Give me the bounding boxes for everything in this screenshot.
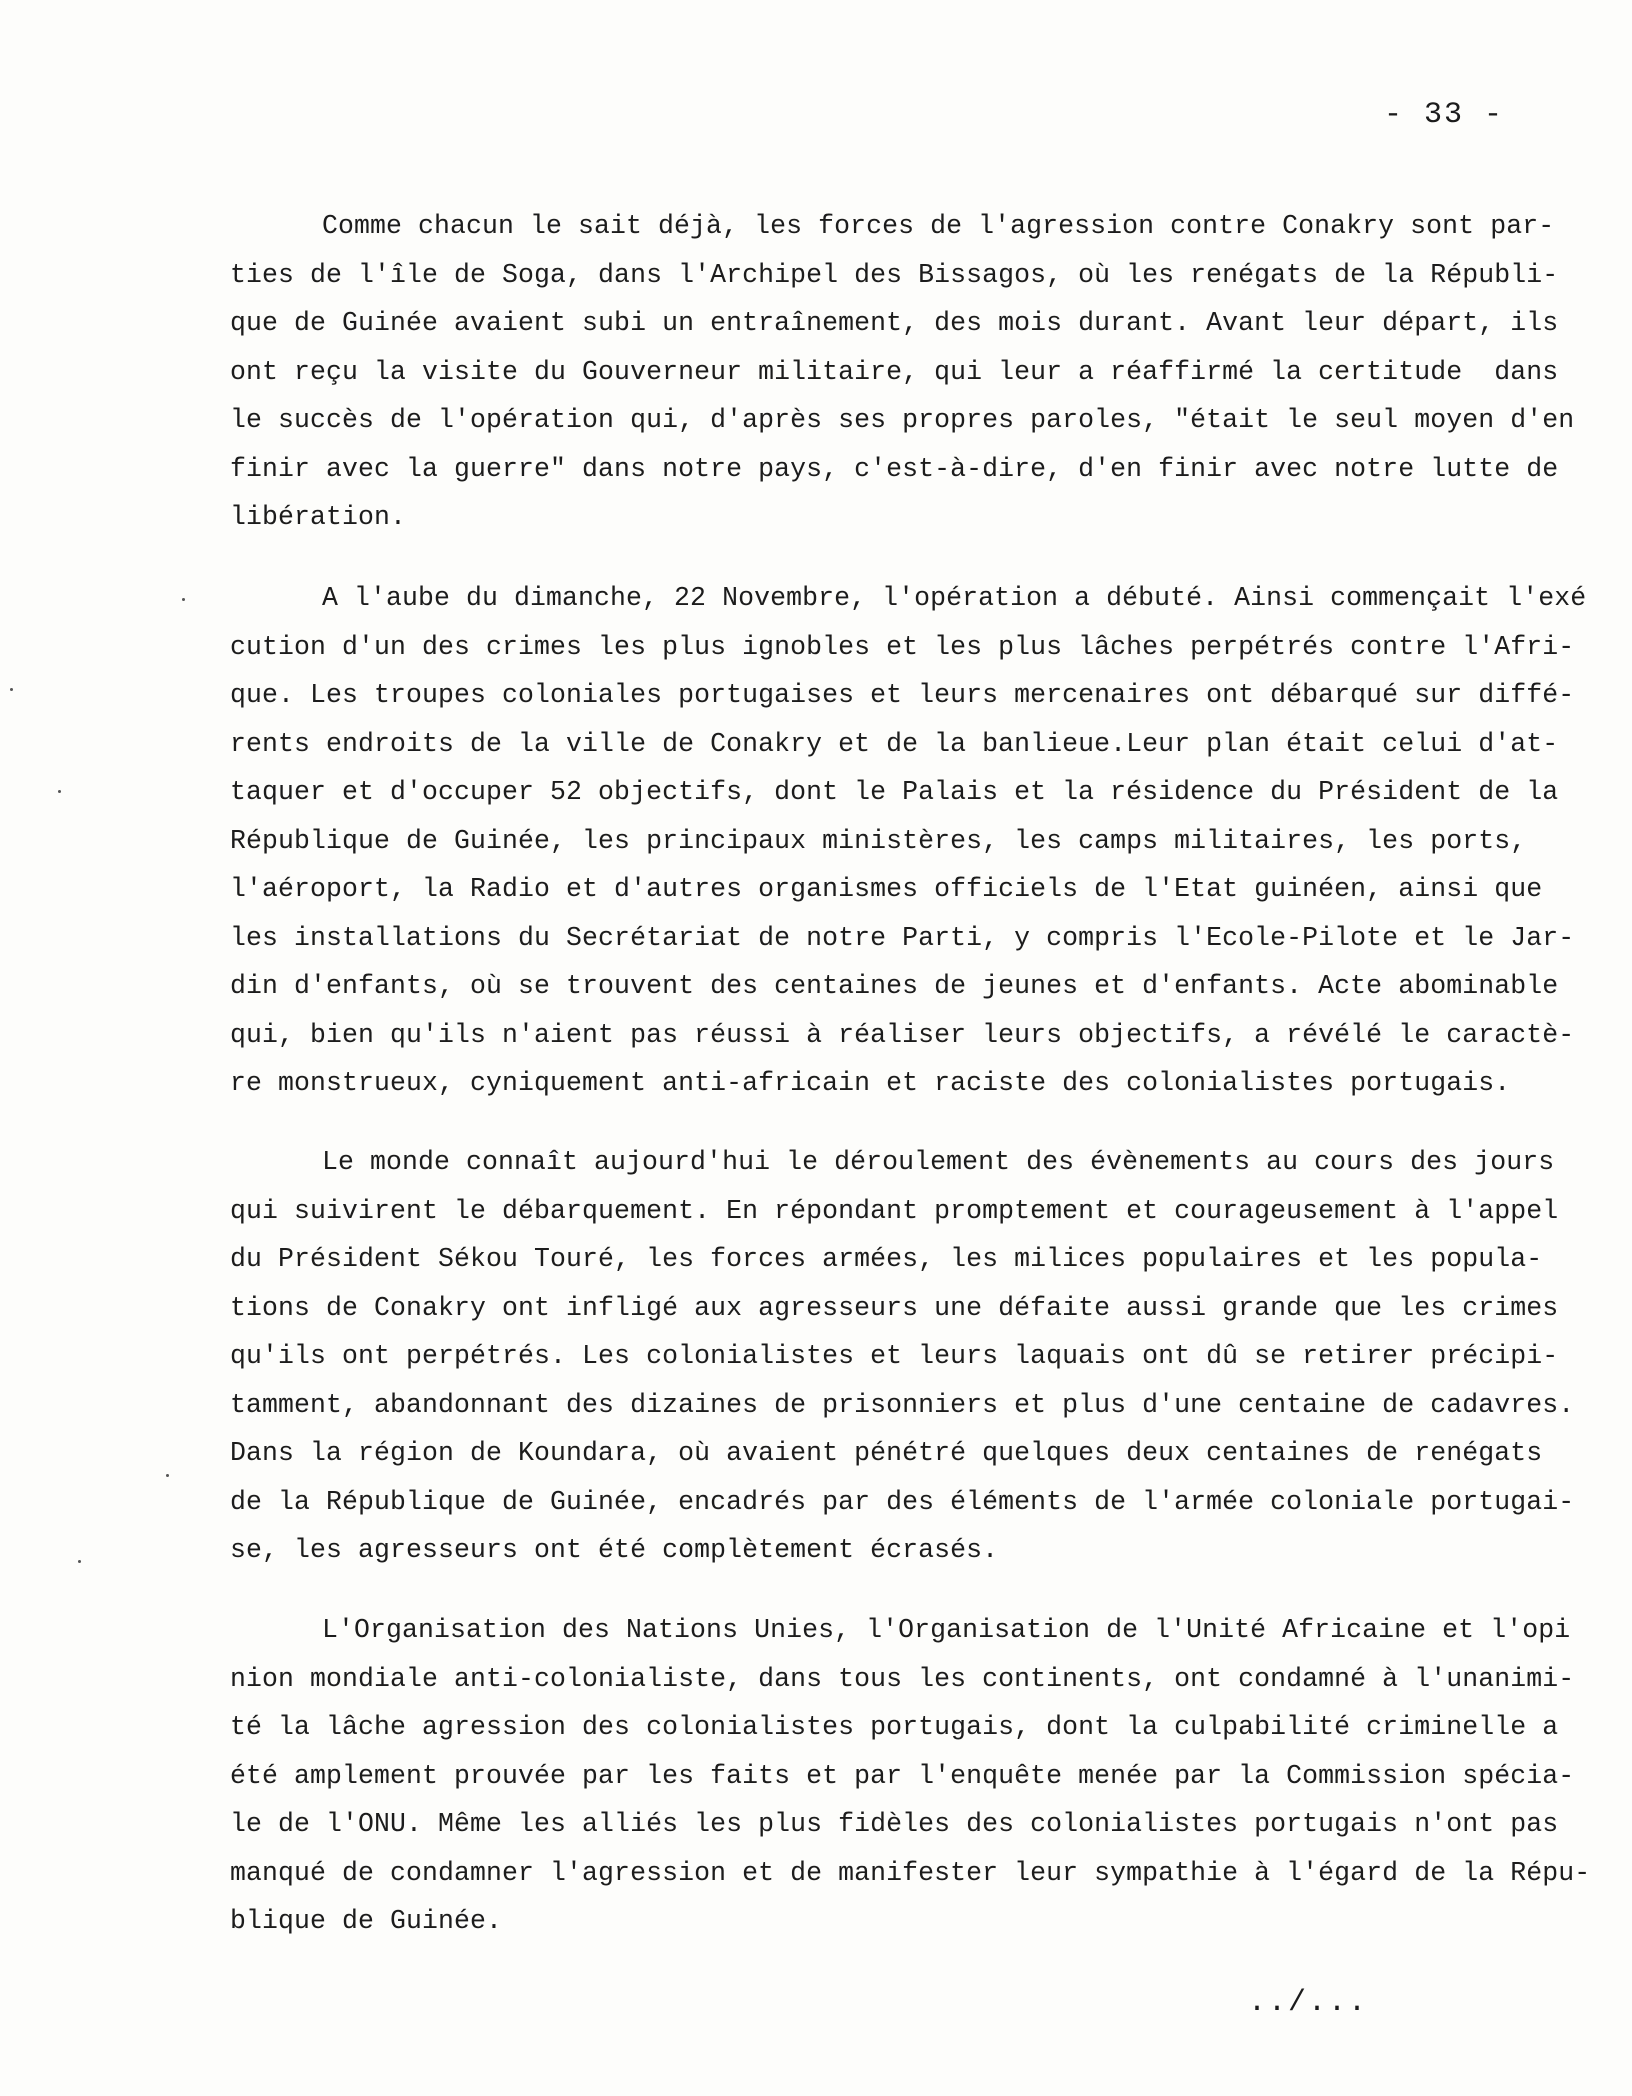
text-line: taquer et d'occuper 52 objectifs, dont le Palais et la résidence du Président de la (230, 777, 1559, 807)
scan-speck (182, 598, 185, 601)
text-line: manqué de condamner l'agression et de manifester leur sympathie à l'égard de la Répu- (230, 1857, 1591, 1888)
text-line: libération. (230, 502, 407, 532)
text-line: rents endroits de la ville de Conakry et de la banlieue.Leur plan était celui d'at- (230, 728, 1559, 759)
text-line: re monstrueux, cyniquement anti-africain et raciste des colonialistes portugais. (230, 1068, 1511, 1098)
text-line: été amplement prouvée par les faits et par l'enquête menée par la Commission spécia- (230, 1760, 1575, 1791)
text-line: que. Les troupes coloniales portugaises et leurs mercenaires ont débarqué sur diffé- (230, 680, 1575, 710)
text-line: blique de Guinée. (230, 1906, 503, 1936)
scan-speck (166, 1474, 169, 1477)
text-line: nion mondiale anti-colonialiste, dans tous les continents, ont condamné à l'unanimi- (230, 1663, 1575, 1694)
page-number: - 33 - (1384, 98, 1505, 132)
paragraph-3 (230, 1138, 1575, 1575)
text-line: Dans la région de Koundara, où avaient pénétré quelques deux centaines de renégats (230, 1438, 1543, 1468)
text-line: tions de Conakry ont infligé aux agresseurs une défaite aussi grande que les crimes (230, 1292, 1559, 1323)
text-line: Le monde connaît aujourd'hui le déroulement des évènements au cours des jours (322, 1147, 1555, 1177)
text-line: Comme chacun le sait déjà, les forces de l'agression contre Conakry sont par- (322, 211, 1555, 241)
text-line: de la République de Guinée, encadrés par des éléments de l'armée coloniale portugai- (230, 1486, 1575, 1517)
paragraph-4 (230, 1606, 1591, 1946)
text-line: que de Guinée avaient subi un entraînement, des mois durant. Avant leur départ, ils (230, 308, 1559, 338)
text-line: République de Guinée, les principaux ministères, les camps militaires, les ports, (230, 825, 1527, 856)
text-line: l'aéroport, la Radio et d'autres organismes officiels de l'Etat guinéen, ainsi que (230, 874, 1543, 904)
scan-speck (58, 790, 61, 793)
text-line: L'Organisation des Nations Unies, l'Organisation de l'Unité Africaine et l'opi (322, 1615, 1571, 1645)
text-line: le succès de l'opération qui, d'après ses propres paroles, "était le seul moyen d'en (230, 405, 1575, 435)
text-line: ont reçu la visite du Gouverneur militaire, qui leur a réaffirmé la certitude dans (230, 356, 1559, 387)
continuation-mark: ../... (1248, 1986, 1369, 2020)
text-line: ties de l'île de Soga, dans l'Archipel des Bissagos, où les renégats de la Républi- (230, 259, 1559, 290)
text-line: se, les agresseurs ont été complètement écrasés. (230, 1535, 999, 1565)
text-line: qui, bien qu'ils n'aient pas réussi à réaliser leurs objectifs, a révélé le caractè- (230, 1019, 1575, 1050)
text-line: du Président Sékou Touré, les forces armées, les milices populaires et les popula- (230, 1244, 1543, 1274)
text-line: A l'aube du dimanche, 22 Novembre, l'opération a débuté. Ainsi commençait l'exé (322, 583, 1587, 613)
text-line: cution d'un des crimes les plus ignobles et les plus lâches perpétrés contre l'Afri- (230, 631, 1575, 662)
scan-speck (10, 688, 13, 691)
paragraph-2 (230, 574, 1587, 1108)
text-line: le de l'ONU. Même les alliés les plus fidèles des colonialistes portugais n'ont pas (230, 1809, 1559, 1839)
scan-speck (78, 1560, 81, 1563)
text-line: tamment, abandonnant des dizaines de prisonniers et plus d'une centaine de cadavres. (230, 1389, 1575, 1420)
paragraph-1 (230, 202, 1575, 542)
text-line: finir avec la guerre" dans notre pays, c'est-à-dire, d'en finir avec notre lutte de (230, 453, 1559, 484)
text-line: din d'enfants, où se trouvent des centaines de jeunes et d'enfants. Acte abominable (230, 971, 1559, 1001)
text-line: qui suivirent le débarquement. En répondant promptement et courageusement à l'appel (230, 1195, 1559, 1226)
text-line: té la lâche agression des colonialistes portugais, dont la culpabilité criminelle a (230, 1712, 1559, 1742)
text-line: qu'ils ont perpétrés. Les colonialistes et leurs laquais ont dû se retirer précipi- (230, 1341, 1559, 1371)
text-line: les installations du Secrétariat de notre Parti, y compris l'Ecole-Pilote et le Jar- (230, 922, 1575, 953)
